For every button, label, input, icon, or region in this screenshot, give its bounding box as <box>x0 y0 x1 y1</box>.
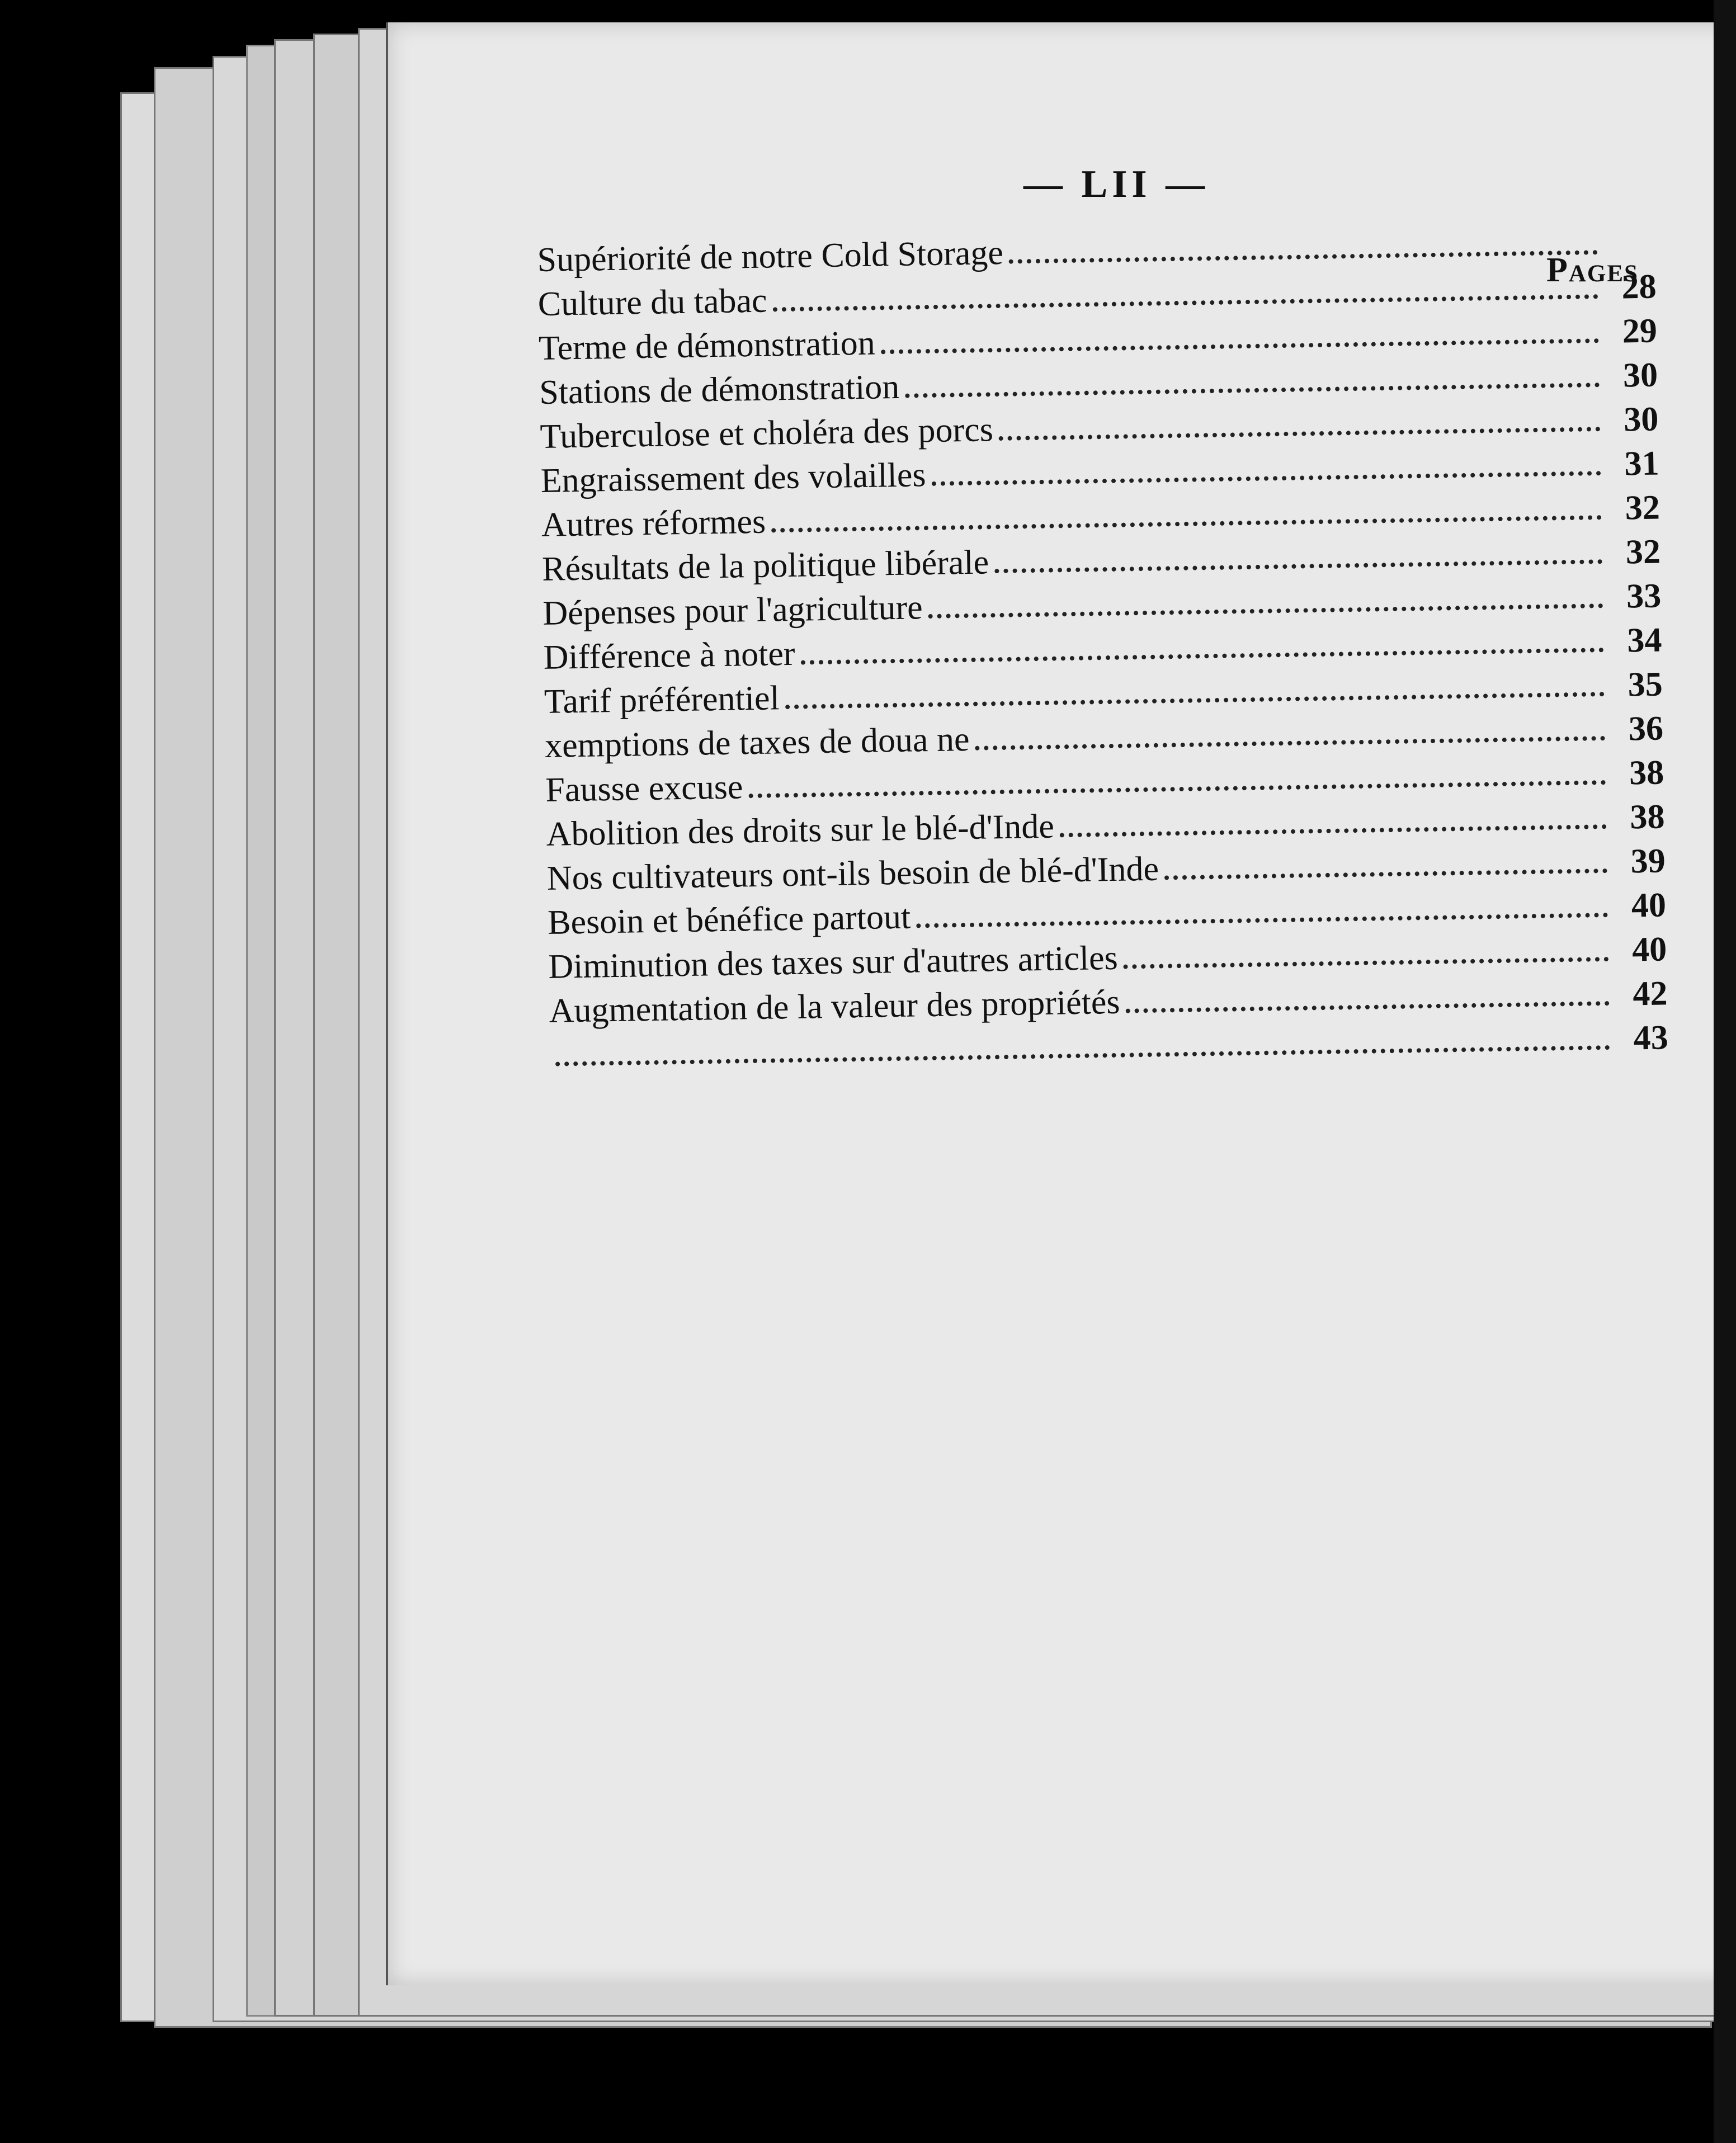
toc-entry-page-number: 40 <box>1631 886 1667 925</box>
dot-leader <box>1009 250 1598 264</box>
toc-entry-page-number: 32 <box>1625 532 1661 572</box>
toc-entry-title: Autres réformes <box>541 502 766 544</box>
pages-column-header: Pages <box>1546 251 1639 289</box>
toc-entry-page-number: 34 <box>1626 621 1663 660</box>
dot-leader <box>932 471 1601 486</box>
toc-entry-page-number: 38 <box>1629 797 1665 837</box>
toc-entry-page-number: 39 <box>1630 842 1666 881</box>
toc-entry-page-number: 30 <box>1623 400 1659 439</box>
toc-entry-title: Abolition des droits sur le blé-d'Inde <box>546 807 1055 853</box>
toc-entry-title: Diminution des taxes sur d'autres articles <box>548 938 1119 986</box>
toc-entry-page-number: 33 <box>1626 577 1662 616</box>
dot-leader <box>771 515 1602 532</box>
toc-entry-title: Tuberculose et choléra des porcs <box>539 410 994 456</box>
running-head: — LII — <box>1023 163 1210 206</box>
toc-entry-page-number: 42 <box>1632 974 1668 1013</box>
toc-entry-title: xemptions de taxes de doua ne <box>544 720 970 765</box>
dot-leader <box>1060 824 1607 837</box>
dot-leader <box>1126 1001 1610 1013</box>
dot-leader <box>785 692 1605 709</box>
dot-leader <box>975 736 1606 750</box>
toc-entry-page-number: 38 <box>1629 753 1664 792</box>
toc-entry-title: Augmentation de la valeur des propriétés <box>549 983 1121 1030</box>
toc-entry-page-number: 28 <box>1621 267 1657 306</box>
toc-entry-page-number: 40 <box>1631 930 1667 969</box>
dot-leader <box>801 648 1604 665</box>
toc-entry-page-number: 35 <box>1628 665 1663 704</box>
toc-entry-title: Tarif préférentiel <box>544 679 780 721</box>
scan-border <box>1714 0 1736 2143</box>
toc-entry-title: Stations de démonstration <box>539 367 900 412</box>
toc-entry-page-number: 31 <box>1624 444 1660 483</box>
dot-leader <box>916 913 1608 928</box>
toc-entry-title: Fausse excuse <box>545 768 743 809</box>
toc-entry-title: Besoin et bénéfice partout <box>547 898 911 942</box>
toc-entry-page-number: 29 <box>1622 311 1658 351</box>
dot-leader <box>905 383 1600 398</box>
toc-entry-title: Culture du tabac <box>537 281 768 323</box>
dot-leader <box>999 427 1601 441</box>
toc-entry-title: Différence à noter <box>543 634 796 677</box>
toc-entry-page-number: 32 <box>1625 488 1660 527</box>
dot-leader <box>749 780 1606 798</box>
toc-entry-title: Dépenses pour l'agriculture <box>542 588 923 632</box>
dot-leader <box>928 603 1603 619</box>
toc-entry-title: Résultats de la politique libérale <box>541 543 989 588</box>
dot-leader <box>773 294 1598 311</box>
toc-entry-title: Engraissement des volailles <box>540 456 926 500</box>
toc-entry-page-number: 30 <box>1622 356 1658 395</box>
toc-entry-title: Nos cultivateurs ont-ils besoin de blé-d'Inde <box>546 849 1159 898</box>
table-of-contents <box>537 223 1668 1080</box>
toc-entry-page-number: 43 <box>1633 1018 1669 1058</box>
dot-leader <box>994 559 1602 573</box>
dot-leader <box>881 338 1599 354</box>
dot-leader <box>1124 957 1609 969</box>
toc-entry-title: Terme de démonstration <box>538 324 876 367</box>
dot-leader <box>555 1045 1610 1066</box>
toc-entry-title: Supériorité de notre Cold Storage <box>537 233 1004 279</box>
toc-entry-page-number: 36 <box>1628 709 1664 748</box>
dot-leader <box>1164 868 1607 880</box>
